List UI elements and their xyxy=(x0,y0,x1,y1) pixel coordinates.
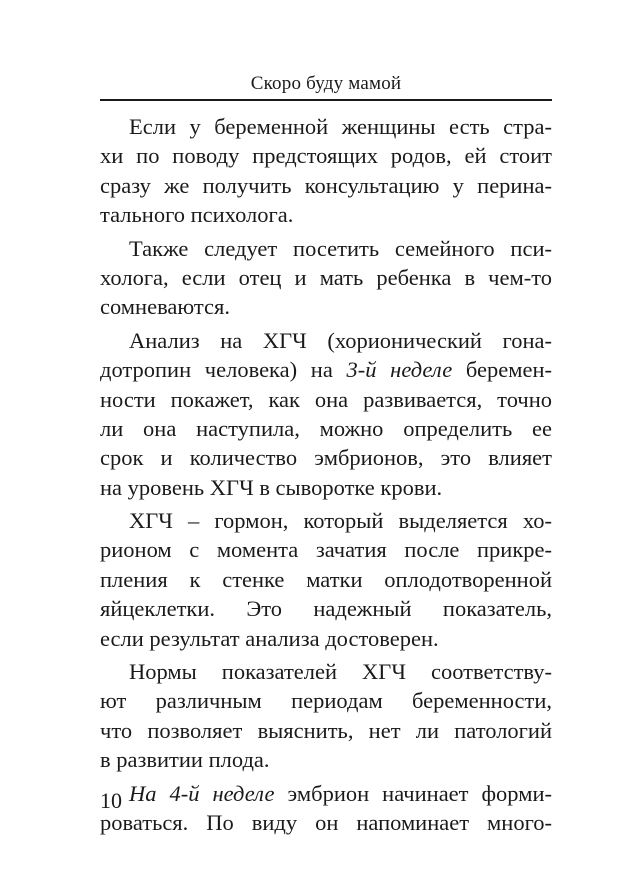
text-run: Если у беременной женщины есть стра- xyxy=(129,114,552,139)
text-run: ли она наступила, можно определить ее xyxy=(100,415,552,441)
text-run: рионом с момента зачатия после прикре- xyxy=(100,537,552,563)
text-run: в развитии плода. xyxy=(100,747,270,773)
text-line xyxy=(100,292,552,321)
text-run: если результат анализа достоверен. xyxy=(100,625,439,651)
text-line xyxy=(100,594,552,623)
text-run: на уровень ХГЧ в сыворотке крови. xyxy=(100,474,443,500)
text-line xyxy=(100,263,552,292)
text-run: сразу же получить консультацию у перина- xyxy=(100,172,552,198)
text-run: ХГЧ – гормон, который выделяется хо- xyxy=(129,508,552,534)
body-text xyxy=(100,112,552,837)
running-head: Скоро буду мамой xyxy=(250,73,402,94)
text-line xyxy=(100,200,552,229)
text-run: холога, если отец и мать ребенка в чем-то xyxy=(100,264,552,290)
page-number: 10 xyxy=(100,788,122,813)
text-run: что позволяет выяснить, нет ли патологий xyxy=(100,717,552,743)
text-run: Анализ на ХГЧ (хорионический гона- xyxy=(129,327,552,353)
text-line xyxy=(100,385,552,414)
text-run: ности покажет, как она развивается, точно xyxy=(100,386,552,412)
text-line xyxy=(100,443,552,472)
text-line xyxy=(100,716,552,745)
text-line xyxy=(100,234,552,263)
text-run: роваться. По виду он напоминает много- xyxy=(100,809,552,835)
text-line xyxy=(100,624,552,653)
text-run: яйцеклетки. Это надежный показатель, xyxy=(100,596,552,622)
text-run: дотропин человека) на xyxy=(100,357,347,383)
text-run: беремен- xyxy=(452,357,552,383)
italic-phrase: На 4-й неделе xyxy=(129,780,275,806)
text-run: Также следует посетить семейного пси- xyxy=(129,235,552,261)
italic-phrase: 3-й неделе xyxy=(346,357,453,383)
text-run: срок и количество эмбрионов, это влияет xyxy=(100,445,552,471)
text-line xyxy=(100,112,552,141)
text-run: тального психолога. xyxy=(100,202,294,228)
text-run: Нормы показателей ХГЧ соответству- xyxy=(129,659,552,685)
text-line xyxy=(100,326,552,355)
text-line xyxy=(100,779,552,808)
text-line xyxy=(100,565,552,594)
text-line xyxy=(100,473,552,502)
text-run: эмбрион начинает форми- xyxy=(274,780,552,806)
text-line xyxy=(100,657,552,686)
text-run: пления к стенке матки оплодотворенной xyxy=(100,566,552,592)
text-line xyxy=(100,686,552,715)
text-line xyxy=(100,745,552,774)
text-line xyxy=(100,171,552,200)
text-line xyxy=(100,414,552,443)
text-line xyxy=(100,506,552,535)
text-run: ют различным периодам беременности, xyxy=(100,688,552,714)
text-run: сомневаются. xyxy=(100,294,230,320)
text-run: хи по поводу предстоящих родов, ей стоит xyxy=(100,143,552,169)
text-line xyxy=(100,808,552,837)
text-line xyxy=(100,141,552,170)
header-rule xyxy=(100,99,552,101)
text-line xyxy=(100,535,552,564)
text-line xyxy=(100,355,552,384)
